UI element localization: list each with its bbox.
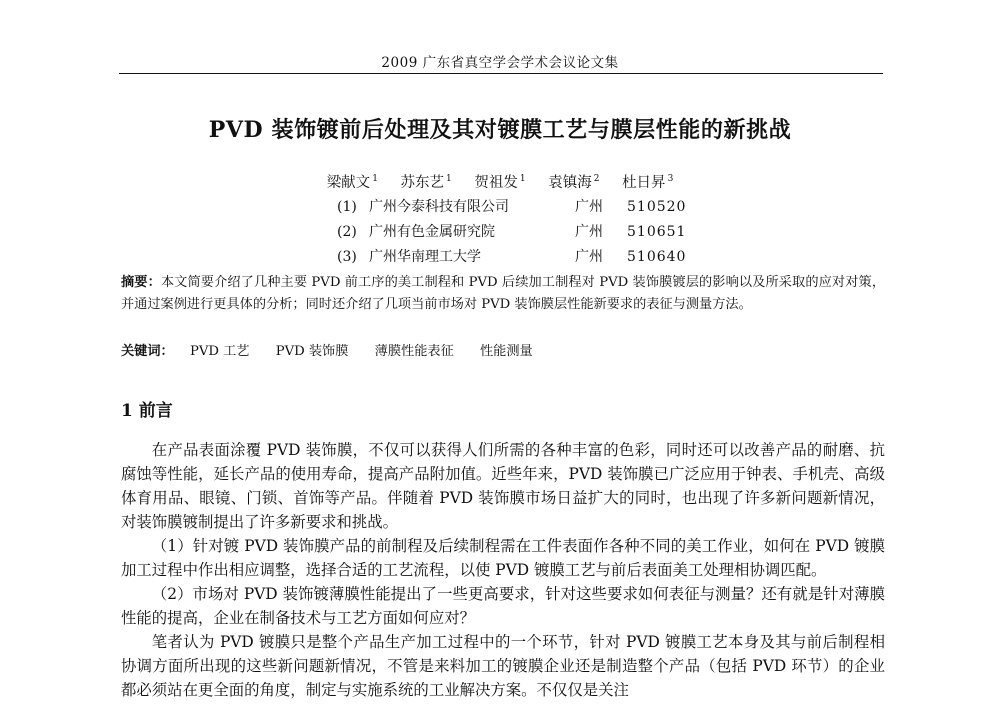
keywords-label: 关键词： [121, 344, 174, 359]
author: 贺祖发 $^1$ [474, 174, 526, 191]
abstract-label: 摘要： [121, 275, 161, 290]
keyword: PVD 工艺 [189, 344, 250, 359]
paragraph: 笔者认为 PVD 镀膜只是整个产品生产加工过程中的一个环节，针对 PVD 镀膜工艺本身及其与前后制程相协调方面所出现的这些新问题新情况，不管是来料加工的镀膜企业还是制造整个产品（包括 PVD 环节）的企业都必须站在更全面的角度，制定与实施系统的工业解决方案。不仅仅是关注 [121, 633, 885, 699]
affiliation: (3) 广州华南理工大学 广州 510640 [337, 249, 687, 265]
keywords [121, 340, 885, 359]
header-rule [119, 73, 883, 74]
author: 苏东艺 $^1$ [400, 174, 452, 191]
affiliation: (1) 广州今泰科技有限公司 广州 510520 [337, 199, 687, 215]
abstract [121, 272, 885, 316]
paper-title: PVD 装饰镀前后处理及其对镀膜工艺与膜层性能的新挑战 [208, 117, 792, 143]
author: 袁镇海 $^2$ [548, 174, 600, 191]
abstract-text: 本文简要介绍了几种主要 PVD 前工序的美工制程和 PVD 后续加工制程对 PVD 装饰膜镀层的影响以及所采取的应对对策，并通过案例进行更具体的分析；同时还介绍了几项当前市场对 PVD 装饰膜层性能新要求的表征与测量方法。 [121, 275, 886, 312]
author: 梁献文 $^1$ [326, 174, 378, 191]
running-head: 2009 广东省真空学会学术会议论文集 [381, 55, 619, 71]
paragraph: （1）针对镀 PVD 装饰膜产品的前制程及后续制程需在工件表面作各种不同的美工作业，如何在 PVD 镀膜加工过程中作出相应调整，选择合适的工艺流程，以使 PVD 镀膜工艺与前后表面美工处理相协调匹配。 [121, 537, 885, 579]
keyword: 性能测量 [479, 344, 533, 359]
affiliation-list [337, 196, 686, 271]
body-text [121, 438, 885, 702]
paragraph: （2）市场对 PVD 装饰镀薄膜性能提出了一些更高要求，针对这些要求如何表征与测量？还有就是针对薄膜性能的提高，企业在制备技术与工艺方面如何应对？ [121, 585, 885, 627]
paragraph: 在产品表面涂覆 PVD 装饰膜，不仅可以获得人们所需的各种丰富的色彩，同时还可以改善产品的耐磨、抗腐蚀等性能，延长产品的使用寿命，提高产品附加值。近些年来，PVD 装饰膜已广泛应用于钟表、手机壳、高级体育用品、眼镜、门锁、首饰等产品。伴随着 PVD 装饰膜市场日益扩大的同时，也出现了许多新问题新情况，对装饰膜镀制提出了许多新要求和挑战。 [121, 441, 885, 531]
section-heading: 1 前言 [121, 401, 173, 421]
keyword: 薄膜性能表征 [374, 344, 454, 359]
author: 杜日昇 $^3$ [622, 174, 674, 191]
author-list [0, 171, 1000, 192]
keyword: PVD 装饰膜 [275, 344, 349, 359]
affiliation: (2) 广州有色金属研究院 广州 510651 [337, 224, 687, 240]
